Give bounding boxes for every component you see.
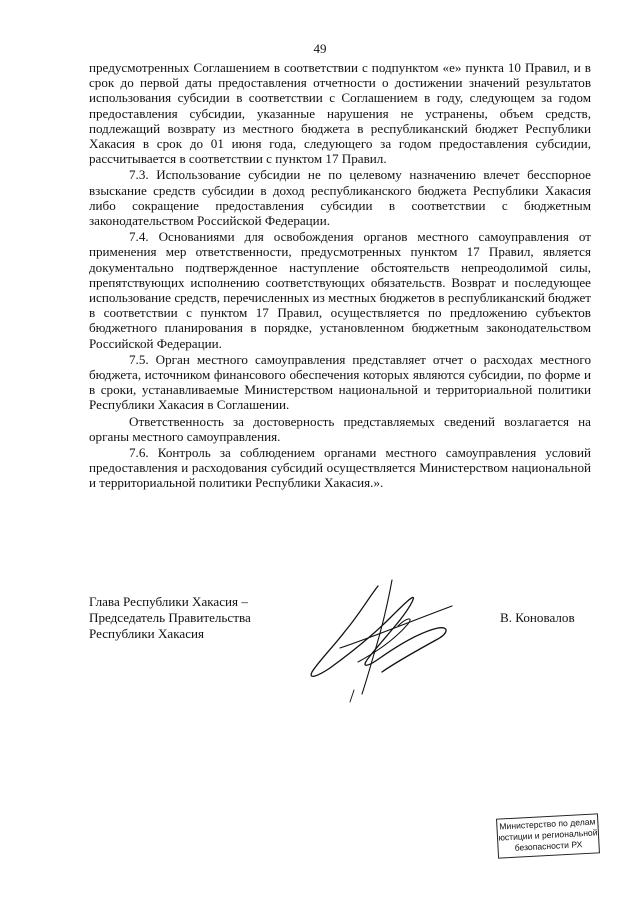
paragraph-7-6: 7.6. Контроль за соблюдением органами местного самоуправления условий предоставления и расходования субсидий осуществляется Министерством национальной и территориальной политики Республики Хакасия.». — [89, 445, 591, 491]
paragraph-continuation: предусмотренных Соглашением в соответствии с подпунктом «е» пункта 10 Правил, и в срок до первой даты предоставления отчетности о достижении значений результатов использования субсидии в соответствии с Соглашением в году, следующем за годом предоставления субсидии, указанные нарушения не устранены, объем средств, подлежащий возврату из местного бюджета в республиканский бюджет Республики Хакасия в срок до 01 июня года, следующего за годом предоставления субсидии, рассчитывается в соответствии с пунктом 17 Правил. — [89, 60, 591, 167]
paragraph-7-3: 7.3. Использование субсидии не по целевому назначению влечет бесспорное взыскание средств субсидии в доход республиканского бюджета Республики Хакасия либо сокращение предоставления субсидии в соответствии с бюджетным законодательством Российской Федерации. — [89, 167, 591, 229]
page-number: 49 — [313, 41, 327, 56]
paragraph-responsibility: Ответственность за достоверность представляемых сведений возлагается на органы местного самоуправления. — [89, 413, 591, 444]
registration-stamp — [496, 813, 600, 858]
signer-name: В. Коновалов — [500, 610, 575, 625]
signer-title-line: Председатель Правительства — [89, 610, 251, 625]
signer-title-block — [89, 594, 251, 642]
paragraph-7-4: 7.4. Основаниями для освобождения органов местного самоуправления от применения мер ответственности, предусмотренных пунктом 17 Правил, является документально подтвержденное наступление обстоятельств непреодолимой силы, препятствующих исполнению соответствующих обязательств. Возврат и последующее использование средств, перечисленных из местных бюджетов в республиканский бюджет в соответствии с пунктом 17 Правил, осуществляется по предложению субъектов бюджетного планирования в порядке, установленном бюджетным законодательством Российской Федерации. — [89, 229, 591, 351]
stamp-line: безопасности РХ — [514, 839, 583, 853]
paragraph-7-5: 7.5. Орган местного самоуправления представляет отчет о расходах местного бюджета, источником финансового обеспечения которых являются субсидии, по форме и в сроки, устанавливаемые Министерством национальной и территориальной политики Республики Хакасия в Соглашении. — [89, 351, 591, 413]
body-text — [89, 60, 591, 491]
stamp-line: юстиции и региональной — [498, 827, 598, 843]
signer-title-line: Республики Хакасия — [89, 626, 205, 641]
handwritten-signature — [300, 572, 470, 712]
stamp-line: Министерство по делам — [499, 816, 596, 832]
signer-title-line: Глава Республики Хакасия – — [89, 594, 248, 609]
